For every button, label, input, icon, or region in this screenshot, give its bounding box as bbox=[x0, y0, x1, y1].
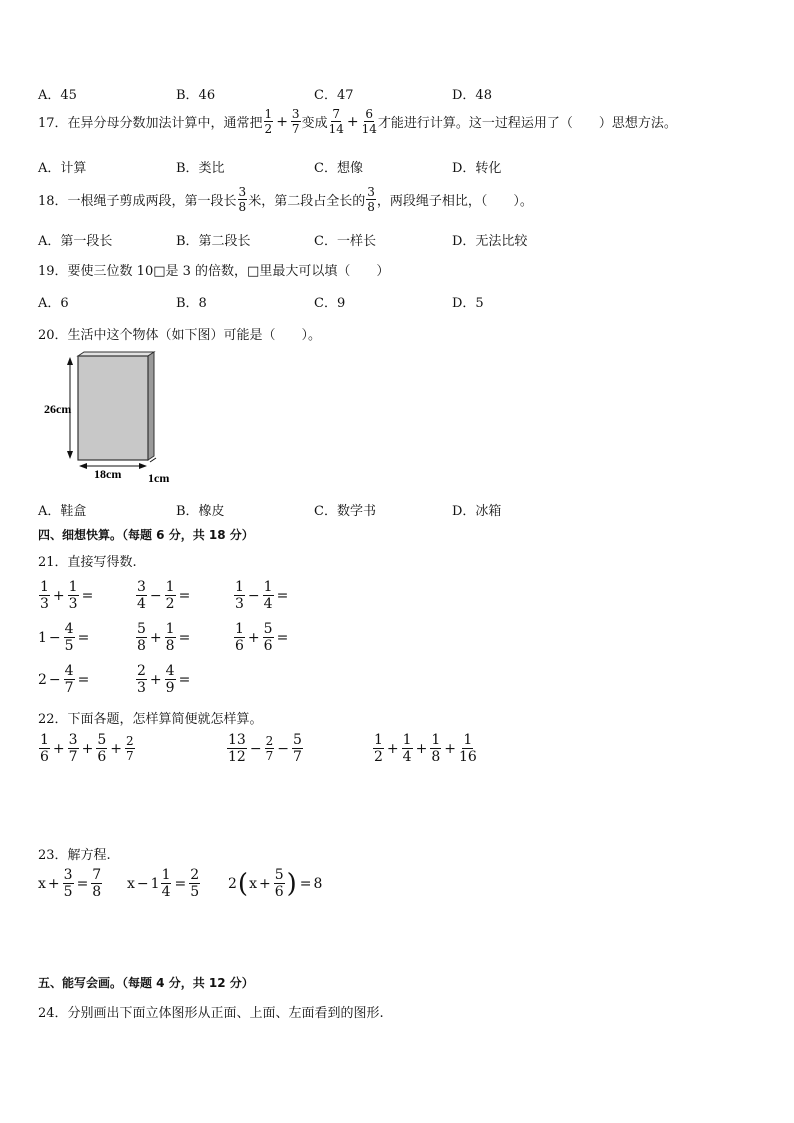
q17-fraction-1: $\frac{1}{2}$ bbox=[264, 107, 273, 136]
arrow-right-icon bbox=[139, 463, 147, 469]
q16-option-a: A．45 bbox=[38, 88, 77, 103]
book-top-face bbox=[78, 352, 154, 356]
q21-expr-1: $\frac{1}{3}$ + $\frac{1}{3}$ = bbox=[40, 579, 94, 612]
q23-equation-3: 2 ( x + $\frac{5}{6}$ ) = 8 bbox=[228, 867, 323, 900]
q18-text-2: 米，第二段占全长的 bbox=[248, 194, 366, 209]
q18-option-b: B．第二段长 bbox=[176, 234, 251, 249]
q19-option-d: D．5 bbox=[452, 296, 484, 311]
q17-option-c: C．想像 bbox=[314, 161, 363, 176]
q17-fraction-2: $\frac{3}{7}$ bbox=[291, 107, 300, 136]
q17-fraction-4: $\frac{6}{14}$ bbox=[361, 107, 377, 136]
question-18 bbox=[38, 186, 533, 213]
section-4-heading: 四、细想快算。（每题 6 分，共 18 分） bbox=[38, 528, 254, 542]
q21-expr-8: $\frac{2}{3}$ + $\frac{4}{9}$ = bbox=[137, 663, 191, 696]
arrow-left-icon bbox=[79, 463, 87, 469]
q16-option-d: D．48 bbox=[452, 88, 492, 103]
q18-option-d: D．无法比较 bbox=[452, 234, 528, 249]
q22-expr-2: $\frac{13}{12}$ − $\frac{2}{7}$ − $\frac{5}{7}$ bbox=[228, 732, 302, 765]
q20-book-figure bbox=[38, 348, 198, 488]
book-side-face bbox=[148, 352, 154, 460]
q18-fraction-1: $\frac{3}{8}$ bbox=[238, 185, 247, 214]
q19-option-a: A．6 bbox=[38, 296, 69, 311]
q20-option-c: C．数学书 bbox=[314, 504, 376, 519]
q17-option-b: B．类比 bbox=[176, 161, 225, 176]
q17-option-a: A．计算 bbox=[38, 161, 87, 176]
depth-label: 1cm bbox=[148, 471, 170, 485]
question-19: 19．要使三位数 10□是 3 的倍数，□里最大可以填（ ） bbox=[38, 264, 390, 279]
q17-text-1: 17．在异分母分数加法计算中，通常把 bbox=[38, 116, 263, 131]
q22-expr-3: $\frac{1}{2}$ + $\frac{1}{4}$ + $\frac{1}{8}$ + $\frac{1}{16}$ bbox=[374, 732, 477, 765]
q18-option-c: C．一样长 bbox=[314, 234, 376, 249]
q18-text-3: ，两段绳子相比，（ ）。 bbox=[376, 194, 533, 209]
q18-option-a: A．第一段长 bbox=[38, 234, 113, 249]
q17-text-3: 才能进行计算。这一过程运用了（ ）思想方法。 bbox=[377, 116, 677, 131]
q21-expr-4: 1 − $\frac{4}{5}$ = bbox=[38, 621, 90, 654]
width-label: 18cm bbox=[94, 467, 122, 481]
question-23: 23．解方程. bbox=[38, 848, 111, 863]
question-20: 20．生活中这个物体（如下图）可能是（ ）。 bbox=[38, 328, 322, 343]
q20-option-b: B．橡皮 bbox=[176, 504, 225, 519]
q23-equation-2: x − 1 $\frac{1}{4}$ = $\frac{2}{5}$ bbox=[127, 867, 200, 900]
q20-option-d: D．冰箱 bbox=[452, 504, 502, 519]
q18-text-1: 18．一根绳子剪成两段，第一段长 bbox=[38, 194, 237, 209]
q23-equation-1: x + $\frac{3}{5}$ = $\frac{7}{8}$ bbox=[38, 867, 102, 900]
q17-text-2: 变成 bbox=[301, 116, 328, 131]
book-front-face bbox=[78, 356, 148, 460]
q20-option-a: A．鞋盒 bbox=[38, 504, 87, 519]
arrow-down-icon bbox=[67, 451, 73, 459]
q21-expr-3: $\frac{1}{3}$ − $\frac{1}{4}$ = bbox=[235, 579, 289, 612]
arrow-up-icon bbox=[67, 357, 73, 365]
q17-fraction-3: $\frac{7}{14}$ bbox=[328, 107, 344, 136]
q16-option-b: B．46 bbox=[176, 88, 216, 103]
question-21: 21．直接写得数. bbox=[38, 555, 137, 570]
q21-expr-7: 2 − $\frac{4}{7}$ = bbox=[38, 663, 90, 696]
section-5-heading: 五、能写会画。（每题 4 分，共 12 分） bbox=[38, 976, 254, 990]
q22-expr-1: $\frac{1}{6}$ + $\frac{3}{7}$ + $\frac{5}{6}$ + $\frac{2}{7}$ bbox=[40, 732, 134, 765]
question-17: 17．在异分母分数加法计算中，通常把 $\frac{1}{2}$ + $\frac{3}{7}$ 变成 $\frac{7}{14}$ + $\frac{6}{14}$ 才能进行计算。这一过程运用了（ ）思想方法。 bbox=[38, 107, 677, 136]
q21-expr-6: $\frac{1}{6}$ + $\frac{5}{6}$ = bbox=[235, 621, 289, 654]
q19-option-b: B．8 bbox=[176, 296, 207, 311]
question-24: 24．分别画出下面立体图形从正面、上面、左面看到的图形. bbox=[38, 1006, 384, 1021]
q18-fraction-2: $\frac{3}{8}$ bbox=[367, 185, 375, 214]
q21-expr-2: $\frac{3}{4}$ − $\frac{1}{2}$ = bbox=[137, 579, 191, 612]
q16-option-c: C．47 bbox=[314, 88, 354, 103]
q21-expr-5: $\frac{5}{8}$ + $\frac{1}{8}$ = bbox=[137, 621, 191, 654]
q19-option-c: C．9 bbox=[314, 296, 346, 311]
height-label: 26cm bbox=[44, 402, 72, 416]
question-22: 22．下面各题，怎样算简便就怎样算。 bbox=[38, 712, 263, 727]
q17-option-d: D．转化 bbox=[452, 161, 502, 176]
